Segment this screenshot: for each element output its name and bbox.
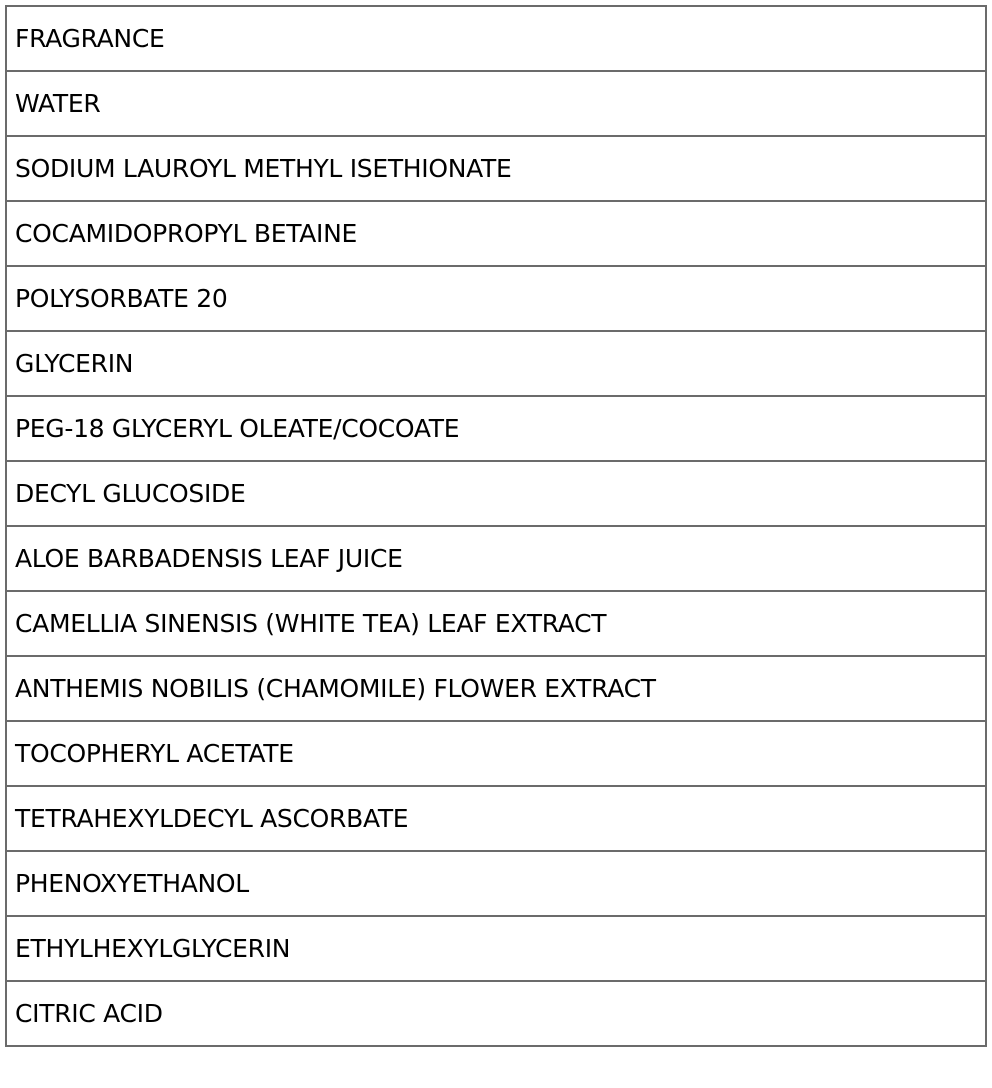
table-row bbox=[6, 6, 986, 71]
ingredients-table bbox=[5, 5, 987, 1047]
table-row bbox=[6, 136, 986, 201]
ingredient-cell: CITRIC ACID bbox=[6, 981, 986, 1046]
table-row bbox=[6, 916, 986, 981]
ingredient-cell: WATER bbox=[6, 71, 986, 136]
ingredient-cell: TOCOPHERYL ACETATE bbox=[6, 721, 986, 786]
ingredient-cell: COCAMIDOPROPYL BETAINE bbox=[6, 201, 986, 266]
table-row bbox=[6, 201, 986, 266]
ingredient-cell: PEG-18 GLYCERYL OLEATE/COCOATE bbox=[6, 396, 986, 461]
table-row bbox=[6, 526, 986, 591]
ingredient-cell: POLYSORBATE 20 bbox=[6, 266, 986, 331]
table-row bbox=[6, 721, 986, 786]
table-row bbox=[6, 266, 986, 331]
table-row bbox=[6, 461, 986, 526]
ingredient-cell: DECYL GLUCOSIDE bbox=[6, 461, 986, 526]
ingredient-cell: ANTHEMIS NOBILIS (CHAMOMILE) FLOWER EXTRACT bbox=[6, 656, 986, 721]
table-row bbox=[6, 396, 986, 461]
table-row bbox=[6, 656, 986, 721]
ingredient-cell: CAMELLIA SINENSIS (WHITE TEA) LEAF EXTRACT bbox=[6, 591, 986, 656]
table-row bbox=[6, 786, 986, 851]
ingredient-cell: PHENOXYETHANOL bbox=[6, 851, 986, 916]
ingredient-cell: FRAGRANCE bbox=[6, 6, 986, 71]
ingredient-cell: SODIUM LAUROYL METHYL ISETHIONATE bbox=[6, 136, 986, 201]
ingredient-cell: TETRAHEXYLDECYL ASCORBATE bbox=[6, 786, 986, 851]
table-row bbox=[6, 331, 986, 396]
table-row bbox=[6, 981, 986, 1046]
table-row bbox=[6, 591, 986, 656]
ingredient-cell: ETHYLHEXYLGLYCERIN bbox=[6, 916, 986, 981]
ingredient-cell: GLYCERIN bbox=[6, 331, 986, 396]
table-row bbox=[6, 851, 986, 916]
table-row bbox=[6, 71, 986, 136]
ingredient-cell: ALOE BARBADENSIS LEAF JUICE bbox=[6, 526, 986, 591]
